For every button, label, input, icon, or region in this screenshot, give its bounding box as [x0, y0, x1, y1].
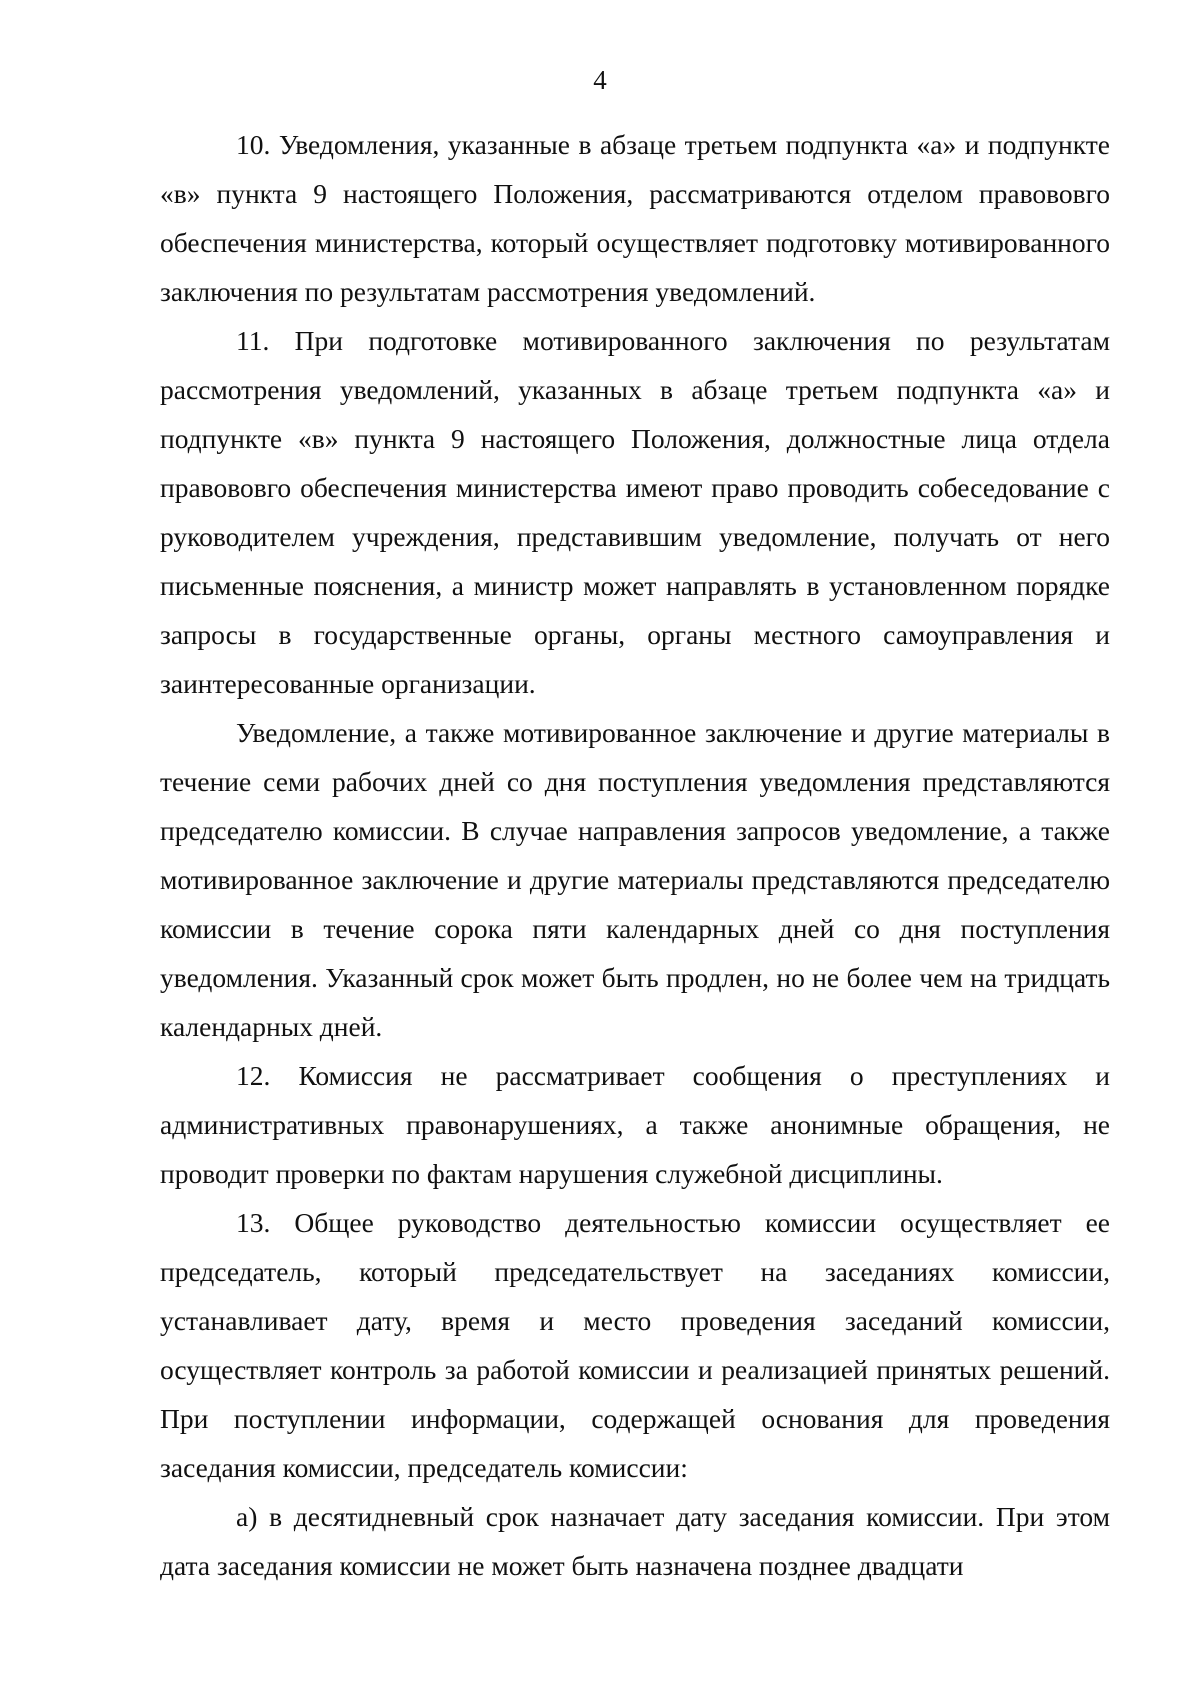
paragraph-10: 10. Уведомления, указанные в абзаце третьем подпункта «а» и подпункте «в» пункта 9 настоящего Положения, рассматриваются отделом правововго обеспечения министерства, который осуществляет подготовку мотивированного заключения по результатам рассмотрения уведомлений. — [160, 129, 1110, 307]
paragraph-11: 11. При подготовке мотивированного заключения по результатам рассмотрения уведомлений, указанных в абзаце третьем подпункта «а» и подпункте «в» пункта 9 настоящего Положения, должностные лица отдела правововго обеспечения министерства имеют право проводить собеседование с руководителем учреждения, представившим уведомление, получать от него письменные пояснения, а министр может направлять в установленном порядке запросы в государственные органы, органы местного самоуправления и заинтересованные организации. — [160, 325, 1110, 699]
paragraph-13-item-a: а) в десятидневный срок назначает дату заседания комиссии. При этом дата заседания комиссии не может быть назначена позднее двадцати — [160, 1501, 1110, 1581]
document-body — [160, 120, 1110, 1590]
page-number: 4 — [593, 65, 607, 95]
paragraph-11-continuation: Уведомление, а также мотивированное заключение и другие материалы в течение семи рабочих дней со дня поступления уведомления представляются председателю комиссии. В случае направления запросов уведомление, а также мотивированное заключение и другие материалы представляются председателю комиссии в течение сорока пяти календарных дней со дня поступления уведомления. Указанный срок может быть продлен, но не более чем на тридцать календарных дней. — [160, 717, 1110, 1042]
paragraph-13: 13. Общее руководство деятельностью комиссии осуществляет ее председатель, который председательствует на заседаниях комиссии, устанавливает дату, время и место проведения заседаний комиссии, осуществляет контроль за работой комиссии и реализацией принятых решений. При поступлении информации, содержащей основания для проведения заседания комиссии, председатель комиссии: — [160, 1207, 1110, 1483]
paragraph-12: 12. Комиссия не рассматривает сообщения о преступлениях и административных правонарушениях, а также анонимные обращения, не проводит проверки по фактам нарушения служебной дисциплины. — [160, 1060, 1110, 1189]
